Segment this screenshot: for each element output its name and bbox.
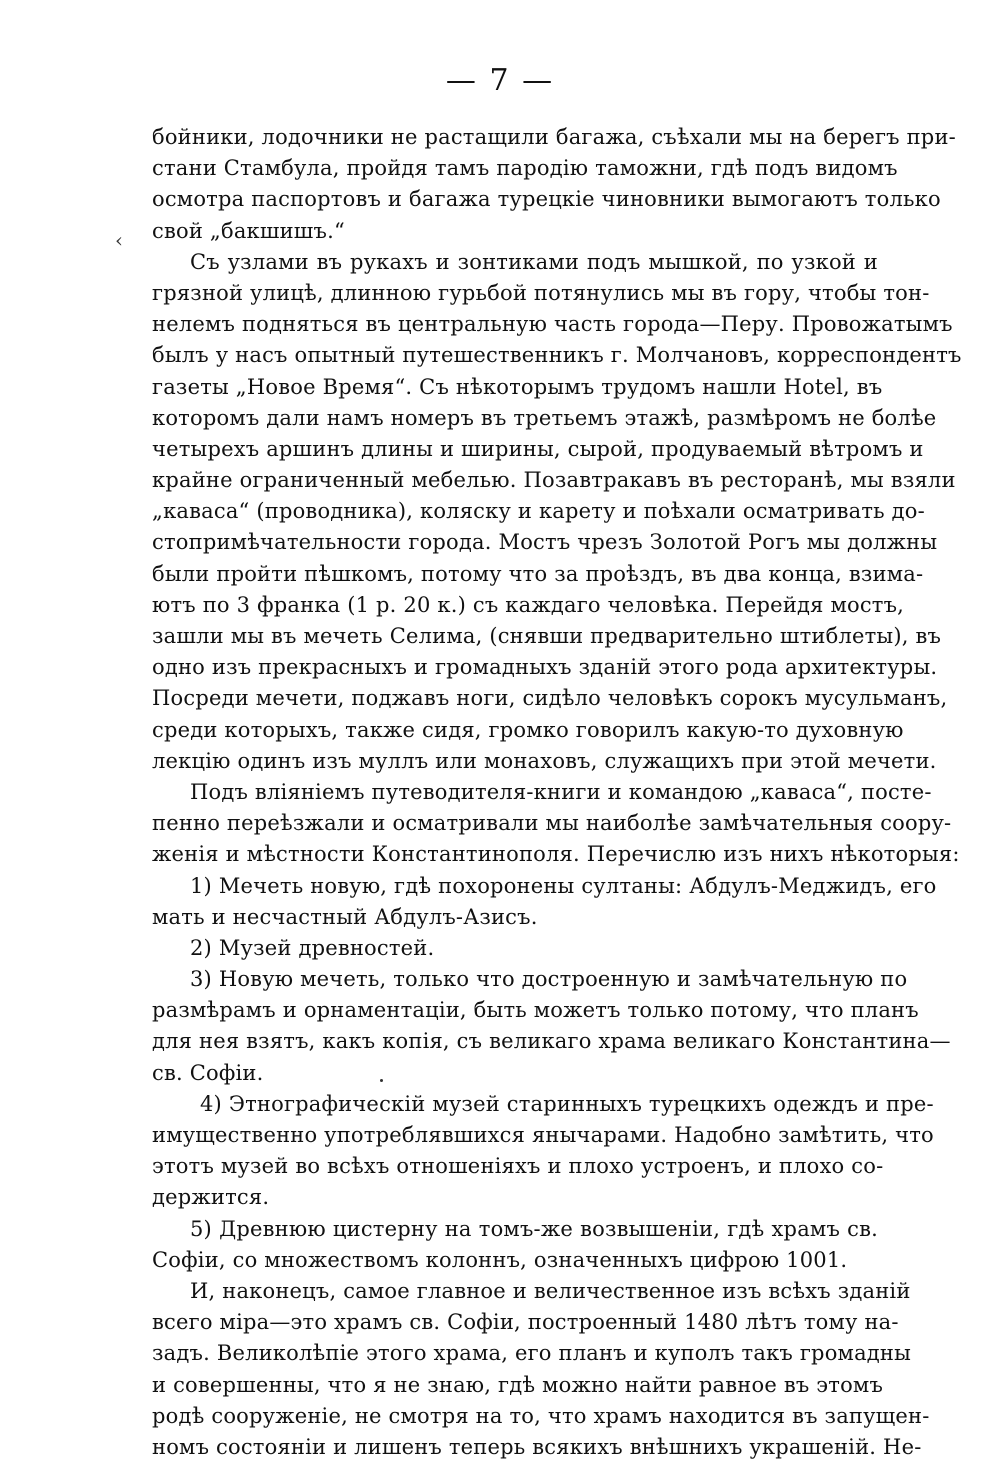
text-line: Подъ вліяніемъ путеводителя-книги и командою „каваса“, посте- [190,779,932,804]
text-line: держится. [152,1185,270,1210]
page-number: — 7 — [445,63,555,98]
text-line: свой „бакшишъ.“ [152,218,345,243]
text-line: которомъ дали намъ номеръ въ третьемъ этажѣ, размѣромъ не болѣе [152,405,937,430]
text-line: Софіи, со множествомъ колоннъ, означенныхъ цифрою 1001. [152,1247,848,1272]
text-line: св. Софіи. [152,1060,264,1085]
text-line: женія и мѣстности Константинополя. Перечислю изъ нихъ нѣкоторыя: [152,842,960,867]
text-line: зашли мы въ мечеть Селима, (снявши предварительно штиблеты), въ [152,624,942,648]
text-line: бойники, лодочники не растащили багажа, съѣхали мы на берегъ при- [152,125,956,149]
text-line: одно изъ прекрасныхъ и громадныхъ зданій этого рода архитектуры. [152,655,938,680]
text-line: крайне ограниченный мебелью. Позавтракавъ въ ресторанѣ, мы взяли [152,468,956,493]
text-line: газеты „Новое Время“. Съ нѣкоторымъ трудомъ нашли Hotel, въ [152,374,883,399]
text-line: грязной улицѣ, длинною гурьбой потянулись мы въ гору, чтобы тон- [152,280,930,305]
text-line: 3) Новую мечеть, только что достроенную и замѣчательную по [190,967,908,992]
text-line: 5) Древнюю цистерну на томъ-же возвышеніи, гдѣ храмъ св. [190,1216,878,1241]
text-line: номъ состояніи и лишенъ теперь всякихъ внѣшнихъ украшеній. Не- [152,1434,922,1459]
text-line: Посреди мечети, поджавъ ноги, сидѣло человѣкъ сорокъ мусульманъ, [152,686,948,711]
text-line: всего міра—это храмъ св. Софіи, построенный 1480 лѣтъ тому на- [152,1310,899,1335]
text-line: 2) Музей древностей. [190,935,435,960]
text-line: нелемъ подняться въ центральную часть города—Перу. Провожатымъ [152,312,953,337]
text-line: стопримѣчательности города. Мостъ чрезъ Золотой Рогъ мы должны [152,530,938,555]
text-line: мать и несчастный Абдулъ-Азисъ. [152,904,538,929]
text-line: родѣ сооруженіе, не смотря на то, что храмъ находится въ запущен- [152,1403,930,1428]
body-text [152,122,962,1463]
margin-mark: ‹ [115,228,123,252]
text-line: ютъ по 3 франка (1 р. 20 к.) съ каждаго человѣка. Перейдя мостъ, [152,592,905,617]
text-line: и совершенны, что я не знаю, гдѣ можно найти равное въ этомъ [152,1372,884,1397]
text-line: лекцію одинъ изъ муллъ или монаховъ, служащихъ при этой мечети. [152,748,937,773]
text-line: имущественно употреблявшихся янычарами. Надобно замѣтить, что [152,1123,934,1147]
text-line: Съ узлами въ рукахъ и зонтиками подъ мышкой, по узкой и [190,249,878,274]
text-line: задъ. Великолѣпіе этого храма, его планъ и куполъ такъ громадны [152,1341,912,1366]
text-line: былъ у насъ опытный путешественникъ г. Молчановъ, корреспондентъ [152,343,962,368]
text-line: пенно переѣзжали и осматривали мы наиболѣе замѣчательныя соору- [152,811,952,836]
text-line: осмотра паспортовъ и багажа турецкіе чиновники вымогаютъ только [152,187,941,212]
text-line: 4) Этнографическій музей старинныхъ турецкихъ одеждъ и пре- [200,1091,934,1116]
text-line: были пройти пѣшкомъ, потому что за проѣздъ, въ два конца, взима- [152,561,924,586]
text-line: стани Стамбула, пройдя тамъ пародію таможни, гдѣ подъ видомъ [152,156,898,181]
text-line: 1) Мечеть новую, гдѣ похоронены султаны: Абдулъ-Меджидъ, его [190,873,937,898]
text-line: этотъ музей во всѣхъ отношеніяхъ и плохо устроенъ, и плохо со- [152,1154,884,1179]
text-line: среди которыхъ, также сидя, громко говорилъ какую-то духовную [152,717,904,742]
text-line: четырехъ аршинъ длины и ширины, сырой, продуваемый вѣтромъ и [152,436,924,461]
text-line: „каваса“ (проводника), коляску и карету и поѣхали осматривать до- [152,499,925,524]
text-line: для нея взятъ, какъ копія, съ великаго храма великаго Константина— [152,1029,951,1054]
text-line: размѣрамъ и орнаментаціи, быть можетъ только потому, что планъ [152,998,919,1023]
text-line: И, наконецъ, самое главное и величественное изъ всѣхъ зданій [190,1278,911,1303]
